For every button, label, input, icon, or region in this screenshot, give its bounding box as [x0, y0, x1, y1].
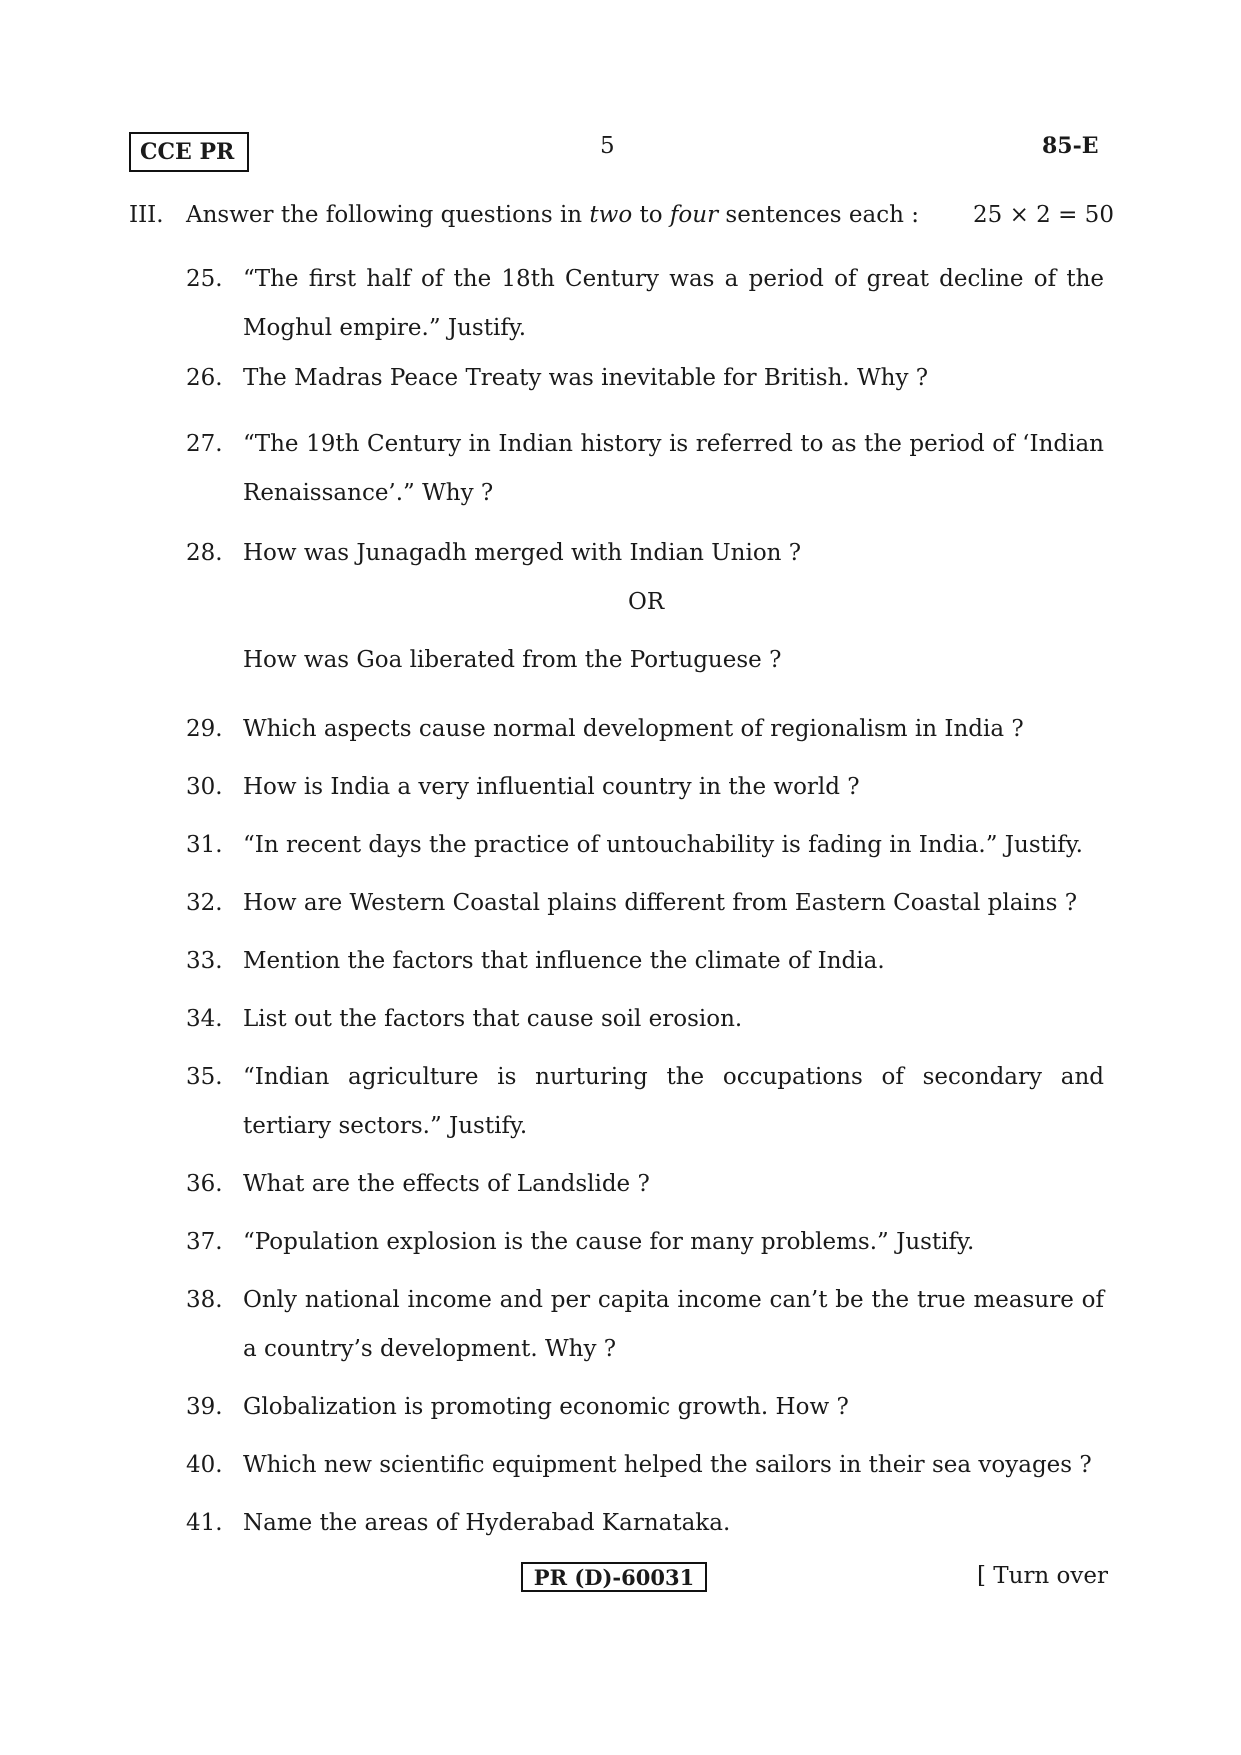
question-text: Mention the factors that influence the climate of India. [243, 948, 885, 974]
question-25 [186, 255, 1104, 353]
question-number: 41. [186, 1510, 223, 1536]
turn-over-note: [ Turn over [977, 1563, 1109, 1589]
question-number: 38. [186, 1287, 223, 1313]
subject-code: 85-E [1042, 133, 1099, 159]
question-text: What are the effects of Landslide ? [243, 1171, 650, 1197]
question-text: How was Junagadh merged with Indian Union ? [243, 540, 802, 566]
question-number: 32. [186, 890, 223, 916]
question-number: 29. [186, 716, 223, 742]
question-37 [186, 1218, 1104, 1267]
question-number: 40. [186, 1452, 223, 1478]
question-text: Which aspects cause normal development of regionalism in India ? [243, 716, 1024, 742]
question-text: How are Western Coastal plains different from Eastern Coastal plains ? [243, 890, 1078, 916]
question-36 [186, 1160, 1104, 1209]
paper-code-box: CCE PR [129, 132, 249, 172]
question-text: “In recent days the practice of untouchability is fading in India.” Justify. [243, 832, 1083, 858]
question-number: 37. [186, 1229, 223, 1255]
question-27 [186, 420, 1104, 518]
question-text: Name the areas of Hyderabad Karnataka. [243, 1510, 731, 1536]
page-number: 5 [600, 133, 615, 159]
question-number: 31. [186, 832, 223, 858]
question-number: 39. [186, 1394, 223, 1420]
question-text: The Madras Peace Treaty was inevitable for British. Why ? [243, 365, 929, 391]
question-text: “Indian agriculture is nurturing the occupations of secondary and tertiary sectors.” Justify. [243, 1064, 1104, 1139]
question-38 [186, 1276, 1104, 1374]
question-text: “The first half of the 18th Century was a period of great decline of the Moghul empire.” Justify. [243, 266, 1104, 341]
question-32 [186, 879, 1104, 928]
question-text: How is India a very influential country in the world ? [243, 774, 860, 800]
question-30 [186, 763, 1104, 812]
question-number: 34. [186, 1006, 223, 1032]
question-text: Only national income and per capita income can’t be the true measure of a country’s development. Why ? [243, 1287, 1104, 1362]
question-29 [186, 705, 1104, 754]
question-text: Globalization is promoting economic growth. How ? [243, 1394, 849, 1420]
question-33 [186, 937, 1104, 986]
question-number: 28. [186, 540, 223, 566]
footer-code-box: PR (D)-60031 [521, 1562, 707, 1592]
question-text: “The 19th Century in Indian history is referred to as the period of ‘Indian Renaissance’.” Why ? [243, 431, 1104, 506]
question-34 [186, 995, 1104, 1044]
section-instruction: Answer the following questions in two to four sentences each : [186, 202, 919, 228]
question-number: 25. [186, 266, 223, 292]
section-number: III. [129, 202, 164, 228]
question-40 [186, 1441, 1104, 1490]
question-text: List out the factors that cause soil erosion. [243, 1006, 743, 1032]
question-text: “Population explosion is the cause for many problems.” Justify. [243, 1229, 975, 1255]
question-35 [186, 1053, 1104, 1151]
question-number: 26. [186, 365, 223, 391]
question-number: 30. [186, 774, 223, 800]
section-marks: 25 × 2 = 50 [973, 202, 1114, 228]
question-41 [186, 1499, 1104, 1548]
question-28 [186, 529, 1104, 578]
question-number: 35. [186, 1064, 223, 1090]
question-number: 33. [186, 948, 223, 974]
question-text: Which new scientific equipment helped the sailors in their sea voyages ? [243, 1452, 1092, 1478]
question-number: 27. [186, 431, 223, 457]
or-divider: OR [628, 589, 665, 615]
question-31 [186, 821, 1104, 870]
question-39 [186, 1383, 1104, 1432]
question-26 [186, 354, 1104, 403]
question-number: 36. [186, 1171, 223, 1197]
question-28-alternative: How was Goa liberated from the Portuguese ? [243, 647, 782, 673]
